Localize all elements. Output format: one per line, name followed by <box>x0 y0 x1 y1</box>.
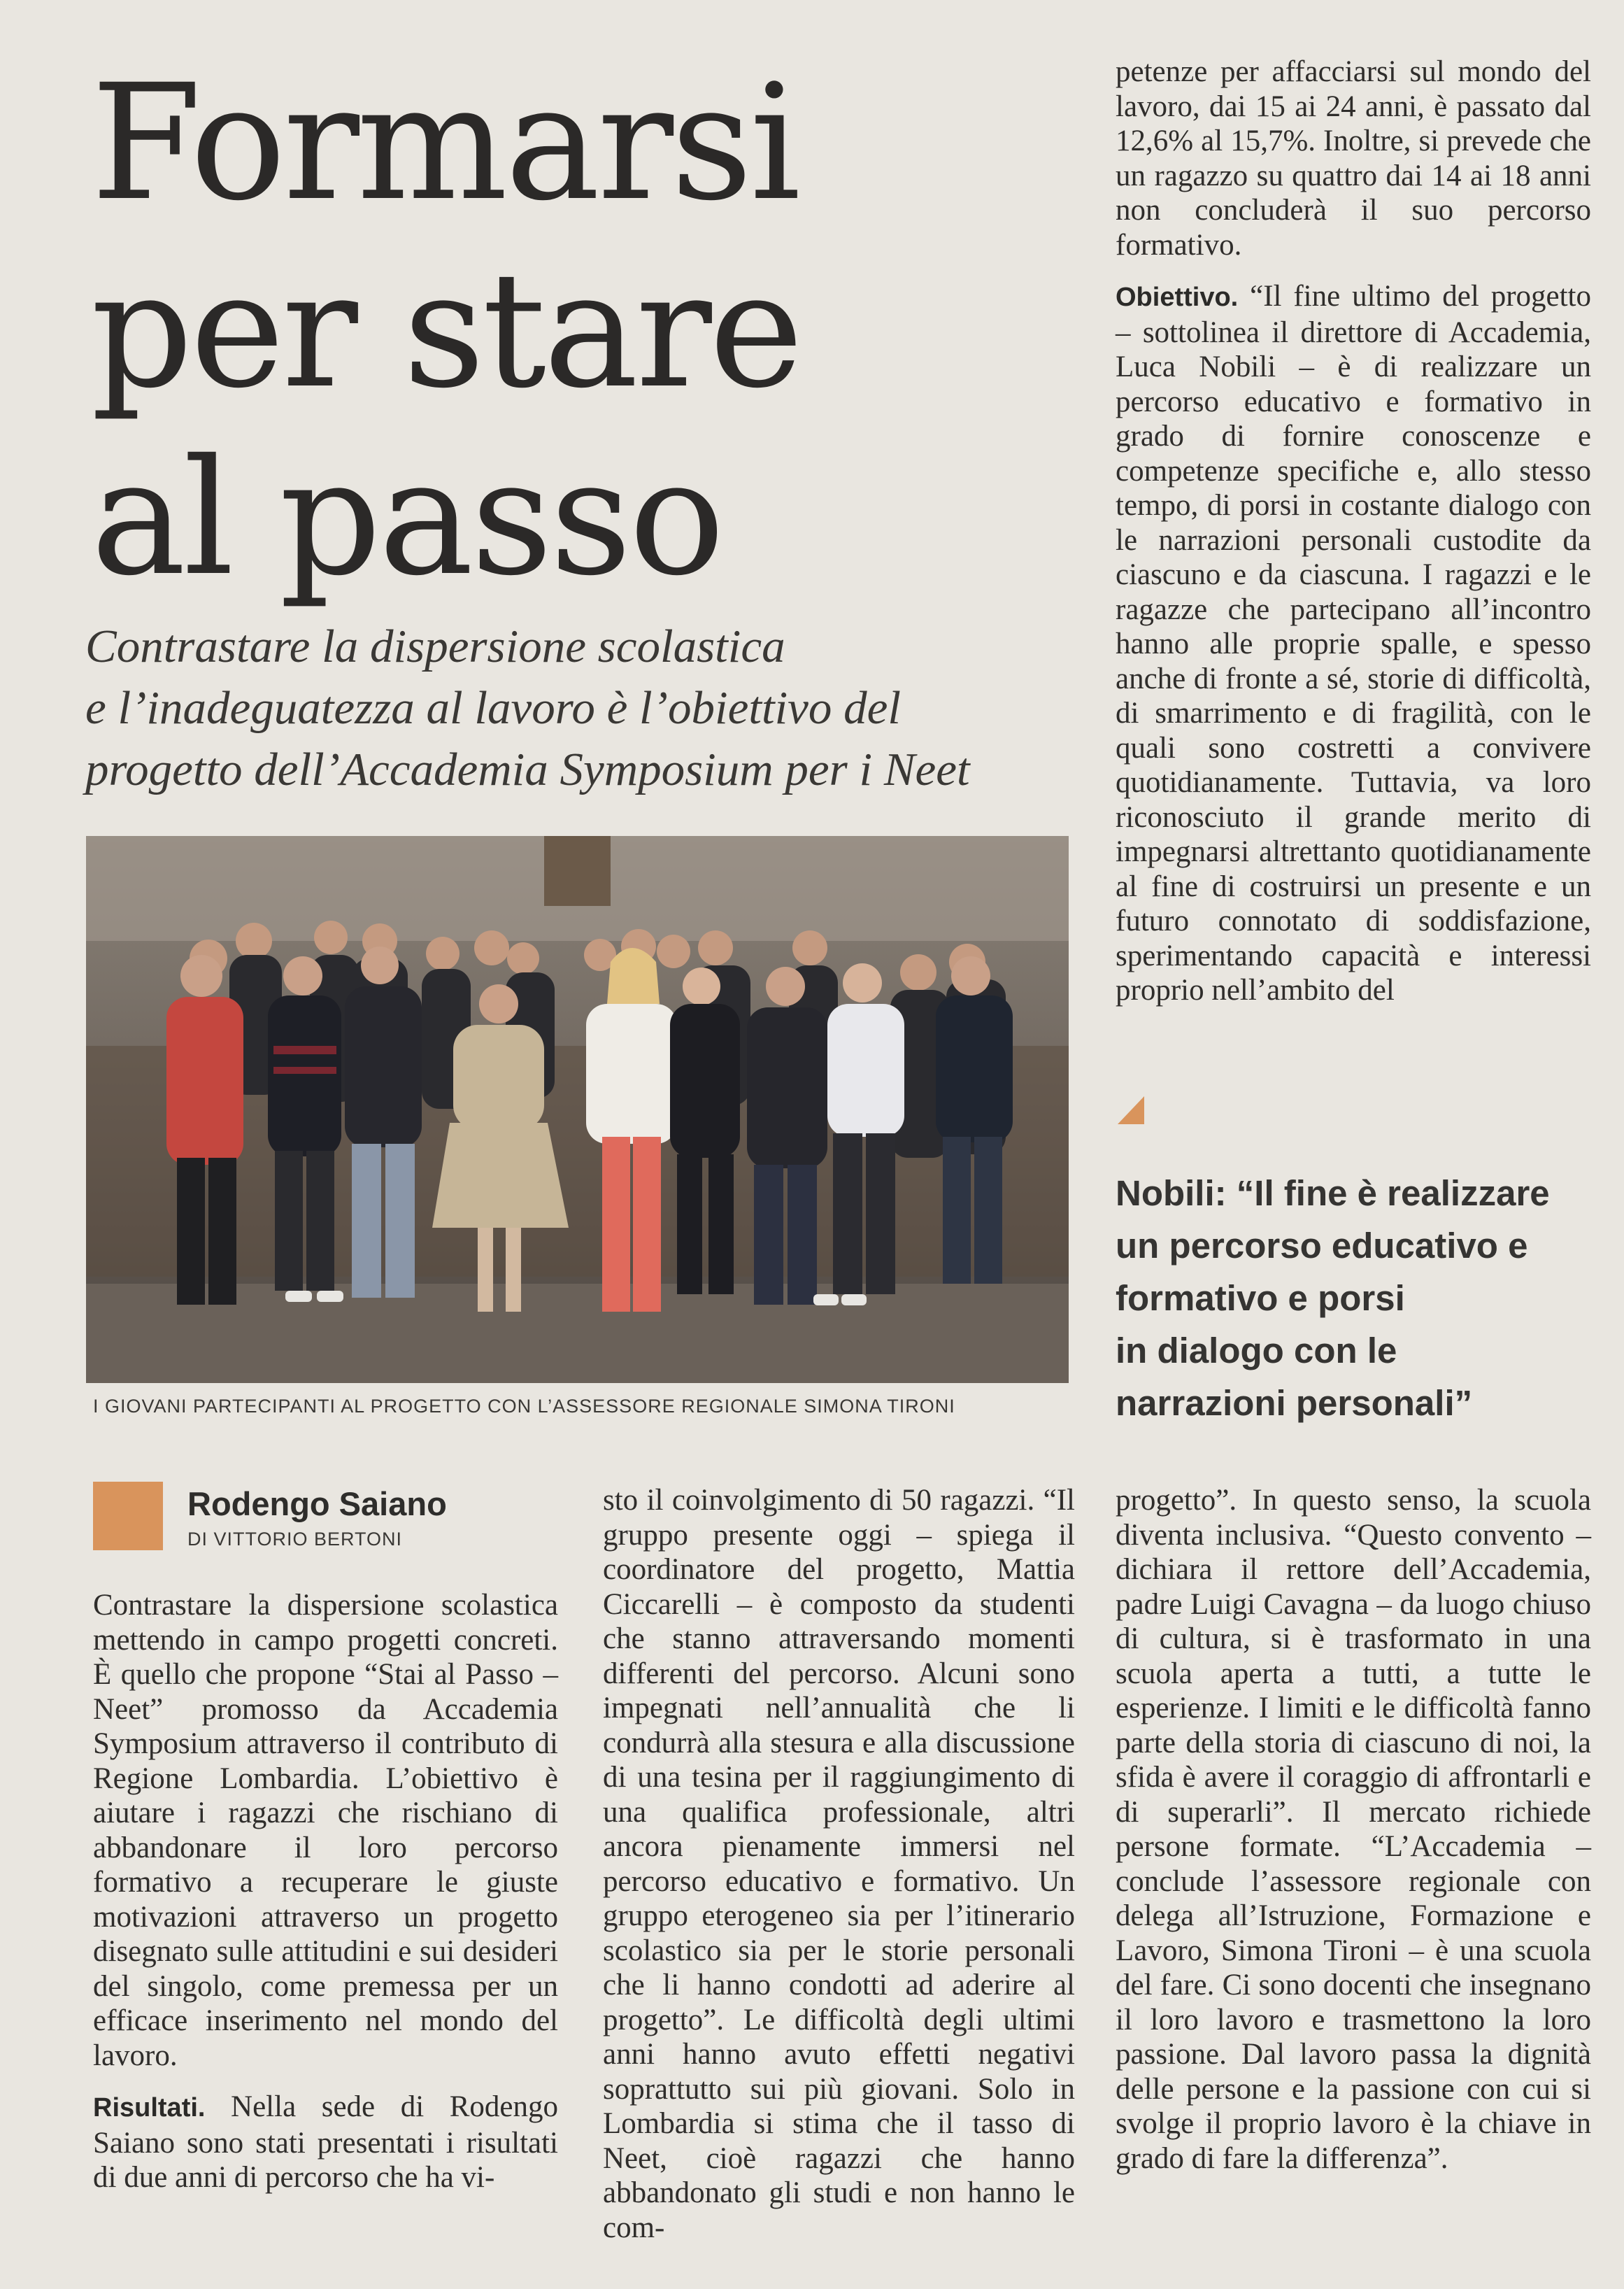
objective-lead: Obiettivo. <box>1116 283 1239 312</box>
right-bottom-paragraph: progetto”. In questo senso, la scuola diventa inclusiva. “Questo convento – dichiara il rettore dell’Accademia, padre Luigi Cavagna – da luogo chiuso di cultura, si è trasformato in una scuola aperta a tutti, a tutte le esperienze. I limiti e le difficoltà fanno parte della storia di ciascuno di noi, la sfida è avere il coraggio di affrontarli e di superarli”. Il mercato richiede persone formate. “L’Accademia – conclude l’assessore regionale con delega all’Istruzione, Formazione e Lavoro, Simona Tironi – è una scuola del fare. Ci sono docenti che insegnano il loro lavoro e trasmettono la loro passione. Dal lavoro passa la dignità delle persone e la passione con cui si svolge il proprio lavoro è la chiave in grado di fare la differenza”. <box>1116 1484 1591 2175</box>
pull-quote-line-3: formativo e porsi <box>1116 1278 1405 1318</box>
pull-quote <box>1116 1167 1598 1429</box>
dateline-author: DI VITTORIO BERTONI <box>187 1529 403 1550</box>
pull-quote-line-2: un percorso educativo e <box>1116 1226 1528 1266</box>
group-photo-illustration <box>86 836 1069 1383</box>
quote-mark-icon <box>1118 1096 1144 1124</box>
headline-line-3: al passo <box>91 425 722 611</box>
intro-paragraph: Contrastare la dispersione scolastica mettendo in campo progetti concreti. È quello che propone “Stai al Passo – Neet” promosso da Accademia Symposium attraverso il contributo di Regione Lombardia. L’obiettivo è aiutare i ragazzi che rischiano di abbandonare il loro percorso formativo a recuperare le giuste motivazioni attraverso un progetto disegnato sulle attitudini e sui desideri del singolo, come premessa per un efficace inserimento nel mondo del lavoro. <box>93 1589 558 2072</box>
subtitle-line-1: Contrastare la dispersione scolastica <box>85 621 785 672</box>
subtitle-line-2: e l’inadeguatezza al lavoro è l’obiettivo del <box>85 682 902 734</box>
results-lead: Risultati. <box>93 2093 206 2123</box>
right-top-paragraph-1: petenze per affacciarsi sul mondo del lavoro, dai 15 ai 24 anni, è passato dal 12,6% al 15,7%. Inoltre, si prevede che un ragazzo su quattro dai 14 ai 18 anni non concluderà il suo percorso formativo. <box>1116 55 1591 262</box>
results-paragraph <box>93 2090 558 2195</box>
pull-quote-line-1: Nobili: “Il fine è realizzare <box>1116 1173 1550 1213</box>
objective-text: “Il fine ultimo del progetto – sottolinea il direttore di Accademia, Luca Nobili – è di realizzare un percorso educativo e formativo in grado di fornire conoscenze e competenze specifiche e, allo stesso tempo, di porsi in costante dialogo con le narrazioni personali custodite da ciascuno e da ciascuna. I ragazzi e le ragazze che partecipano all’incontro hanno alle proprie spalle, e spesso anche di fronte a sé, storie di difficoltà, di smarrimento e di fragilità, con le quali sono costretti a convivere quotidianamente. Tuttavia, va loro riconosciuto il grande merito di impegnarsi altrettanto quotidianamente al fine di costruirsi un presente e un futuro connotato di soddisfazione, sperimentando capacità e interessi proprio nell’ambito del <box>1116 280 1591 1007</box>
dateline-marker <box>93 1482 163 1550</box>
headline <box>91 49 1070 611</box>
column-left-bottom <box>93 1588 558 2195</box>
pull-quote-line-5: narrazioni personali” <box>1116 1383 1473 1423</box>
results-text: Nella sede di Rodengo Saiano sono stati presentati i risultati di due anni di percorso che ha vi- <box>93 2090 558 2194</box>
photo-caption: I GIOVANI PARTECIPANTI AL PROGETTO CON L’ASSESSORE REGIONALE SIMONA TIRONI <box>93 1396 955 1417</box>
column-right-bottom <box>1116 1483 1591 2176</box>
headline-line-2: per stare <box>91 237 801 423</box>
group-photo <box>86 836 1069 1383</box>
pull-quote-line-4: in dialogo con le <box>1116 1331 1397 1370</box>
right-top-paragraph-2 <box>1116 279 1591 1008</box>
column-middle-bottom <box>603 1483 1075 2245</box>
dateline-place: Rodengo Saiano <box>187 1485 447 1522</box>
middle-paragraph: sto il coinvolgimento di 50 ragazzi. “Il gruppo presente oggi – spiega il coordinatore del progetto, Mattia Ciccarelli – è composto da studenti che stanno attraversando momenti differenti del percorso. Alcuni sono impegnati nell’annualità che li condurrà alla stesura e alla discussione di una tesina per il raggiungimento di una qualifica professionale, altri ancora pienamente immersi nel percorso educativo e formativo. Un gruppo eterogeneo sia per l’itinerario scolastico sia per le storie personali che li hanno condotti ad aderire al progetto”. Le difficoltà degli ultimi anni hanno avuto effetti negativi soprattutto sui più giovani. Solo in Lombardia si stima che il tasso di Neet, cioè ragazzi che hanno abbandonato gli studi e non hanno le com- <box>603 1484 1075 2244</box>
subtitle <box>85 616 1064 800</box>
column-right-top <box>1116 55 1591 1008</box>
headline-line-1: Formarsi <box>91 50 799 236</box>
subtitle-line-3: progetto dell’Accademia Symposium per i Neet <box>85 744 970 795</box>
